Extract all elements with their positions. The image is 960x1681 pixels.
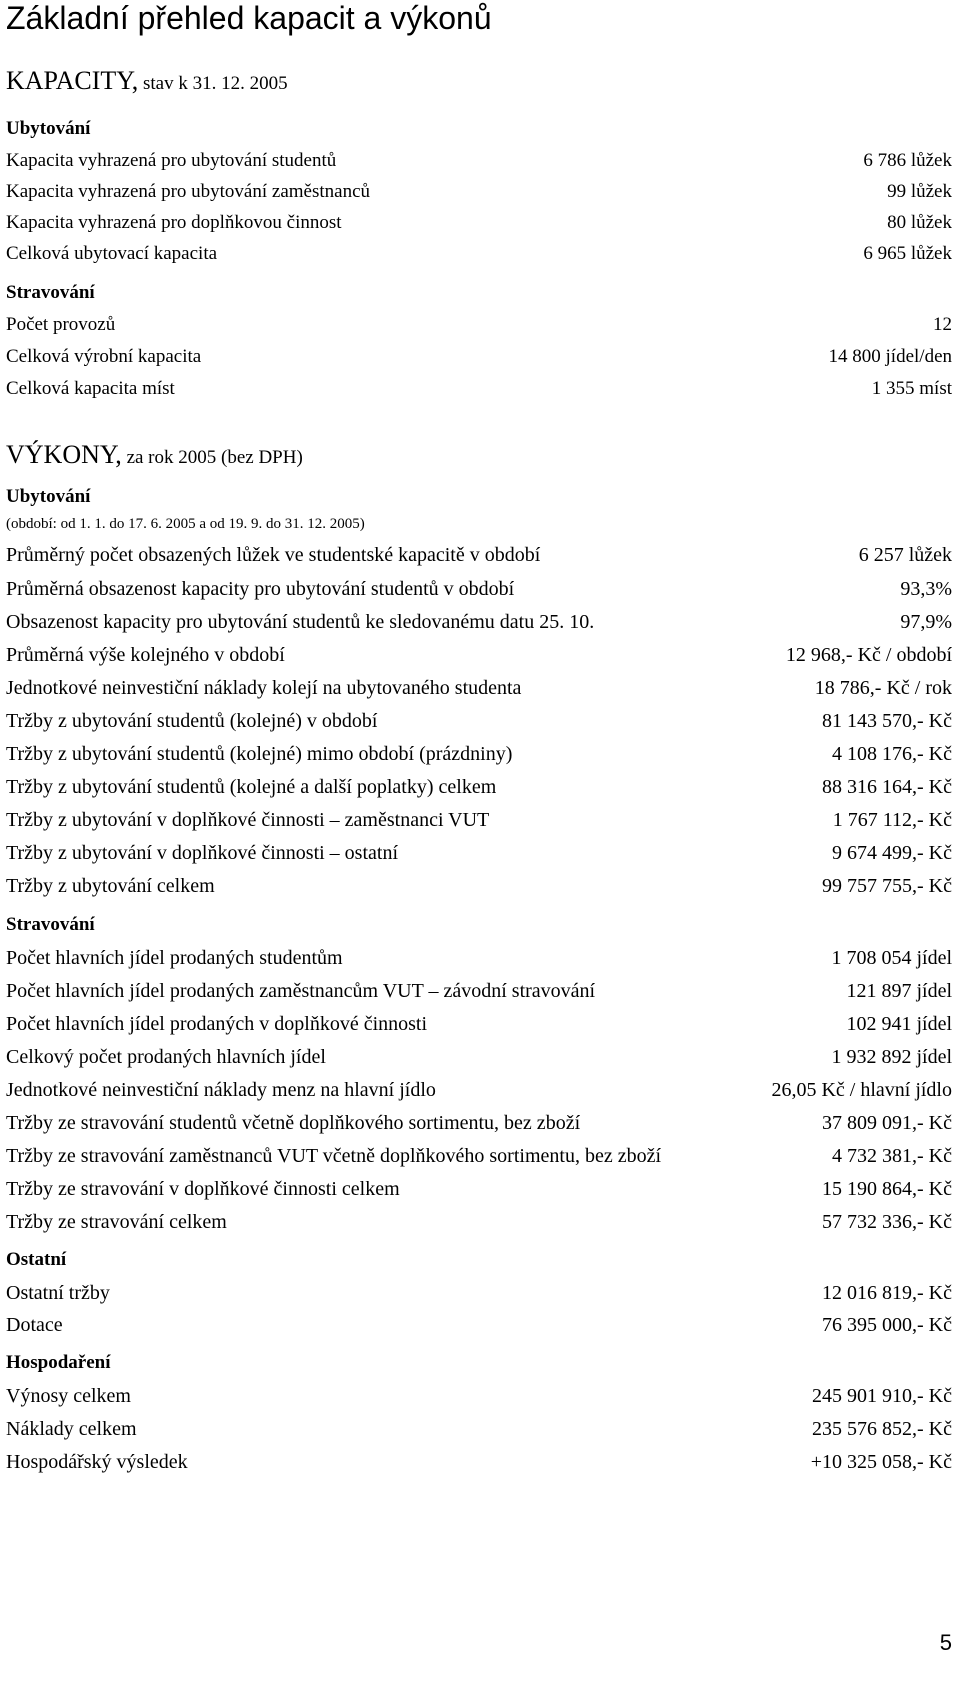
row-label: Počet hlavních jídel prodaných v doplňkové činnosti [6, 1013, 428, 1035]
table-row [6, 212, 952, 234]
row-value: 12 016 819,- Kč [822, 1282, 952, 1304]
vykony-ostatni-heading: Ostatní [6, 1249, 67, 1270]
table-row [6, 1013, 952, 1036]
row-label: Průměrná výše kolejného v období [6, 644, 285, 666]
row-value: 12 968,- Kč / období [785, 644, 952, 666]
row-label: Počet hlavních jídel prodaných zaměstnancům VUT – závodní stravování [6, 980, 596, 1002]
row-label: Kapacita vyhrazená pro ubytování zaměstnanců [6, 181, 371, 202]
row-value: 12 [933, 314, 952, 335]
row-label: Tržby ze stravování studentů včetně doplňkového sortimentu, bez zboží [6, 1112, 581, 1134]
row-value: 81 143 570,- Kč [822, 710, 952, 732]
table-row [6, 1145, 952, 1168]
table-row [6, 578, 952, 601]
kapacity-stravovani-heading: Stravování [6, 282, 95, 303]
table-row [6, 1418, 952, 1441]
vykony-ubytovani-heading: Ubytování [6, 486, 91, 507]
row-value: 18 786,- Kč / rok [814, 677, 952, 699]
row-value: 9 674 499,- Kč [832, 842, 952, 864]
table-row [6, 1314, 952, 1337]
table-row [6, 743, 952, 766]
row-label: Průměrný počet obsazených lůžek ve studentské kapacitě v období [6, 544, 541, 566]
table-row [6, 544, 952, 567]
table-row [6, 980, 952, 1003]
row-label: Celková ubytovací kapacita [6, 243, 218, 264]
row-label: Tržby z ubytování celkem [6, 875, 215, 897]
row-value: +10 325 058,- Kč [810, 1451, 952, 1473]
table-row [6, 842, 952, 865]
kapacity-title: KAPACITY, stav k 31. 12. 2005 [6, 66, 288, 95]
table-row [6, 644, 952, 667]
row-label: Kapacita vyhrazená pro doplňkovou činnost [6, 212, 342, 233]
vykony-hospodareni-heading: Hospodaření [6, 1352, 111, 1373]
row-label: Hospodářský výsledek [6, 1451, 188, 1473]
kapacity-ubytovani-heading: Ubytování [6, 118, 91, 139]
table-row [6, 181, 952, 203]
row-value: 93,3% [900, 578, 952, 600]
row-value: 15 190 864,- Kč [822, 1178, 952, 1200]
row-value: 1 767 112,- Kč [832, 809, 952, 831]
row-label: Obsazenost kapacity pro ubytování studentů ke sledovanému datu 25. 10. [6, 611, 595, 633]
row-value: 97,9% [900, 611, 952, 633]
row-value: 99 757 755,- Kč [822, 875, 952, 897]
table-row [6, 677, 952, 700]
row-label: Tržby z ubytování studentů (kolejné) v období [6, 710, 378, 732]
row-label: Počet hlavních jídel prodaných studentům [6, 947, 343, 969]
row-label: Jednotkové neinvestiční náklady kolejí na ubytovaného studenta [6, 677, 522, 699]
period-note: (období: od 1. 1. do 17. 6. 2005 a od 19. 9. do 31. 12. 2005) [6, 516, 365, 532]
row-value: 76 395 000,- Kč [822, 1314, 952, 1336]
row-value: 102 941 jídel [846, 1013, 952, 1035]
row-label: Kapacita vyhrazená pro ubytování studentů [6, 150, 337, 171]
row-value: 1 708 054 jídel [831, 947, 952, 969]
table-row [6, 1046, 952, 1069]
row-label: Tržby ze stravování v doplňkové činnosti celkem [6, 1178, 400, 1200]
row-label: Celková výrobní kapacita [6, 346, 202, 367]
table-row [6, 947, 952, 970]
table-row [6, 150, 952, 172]
table-row [6, 1079, 952, 1102]
row-value: 6 965 lůžek [863, 243, 952, 264]
row-label: Tržby z ubytování v doplňkové činnosti – zaměstnanci VUT [6, 809, 490, 831]
table-row [6, 243, 952, 265]
table-row [6, 314, 952, 336]
row-value: 1 932 892 jídel [831, 1046, 952, 1068]
table-row [6, 1211, 952, 1234]
row-value: 6 786 lůžek [863, 150, 952, 171]
table-row [6, 1282, 952, 1305]
table-row [6, 1385, 952, 1408]
table-row [6, 776, 952, 799]
vykony-title: VÝKONY, za rok 2005 (bez DPH) [6, 440, 303, 469]
row-value: 14 800 jídel/den [828, 346, 952, 367]
row-value: 37 809 091,- Kč [822, 1112, 952, 1134]
row-value: 4 732 381,- Kč [832, 1145, 952, 1167]
row-label: Ostatní tržby [6, 1282, 110, 1304]
row-label: Náklady celkem [6, 1418, 137, 1440]
row-value: 80 lůžek [887, 212, 952, 233]
row-label: Výnosy celkem [6, 1385, 131, 1407]
row-label: Tržby z ubytování studentů (kolejné a další poplatky) celkem [6, 776, 497, 798]
row-value: 245 901 910,- Kč [812, 1385, 952, 1407]
row-value: 121 897 jídel [846, 980, 952, 1002]
row-label: Celkový počet prodaných hlavních jídel [6, 1046, 326, 1068]
table-row [6, 1178, 952, 1201]
table-row [6, 1451, 952, 1474]
table-row [6, 1112, 952, 1135]
row-label: Tržby ze stravování zaměstnanců VUT včetně doplňkového sortimentu, bez zboží [6, 1145, 662, 1167]
page-title: Základní přehled kapacit a výkonů [6, 0, 492, 36]
table-row [6, 378, 952, 400]
table-row [6, 710, 952, 733]
row-value: 235 576 852,- Kč [812, 1418, 952, 1440]
row-label: Tržby z ubytování v doplňkové činnosti – ostatní [6, 842, 399, 864]
row-label: Celková kapacita míst [6, 378, 175, 399]
row-value: 88 316 164,- Kč [822, 776, 952, 798]
table-row [6, 611, 952, 634]
row-value: 4 108 176,- Kč [832, 743, 952, 765]
row-value: 26,05 Kč / hlavní jídlo [771, 1079, 952, 1101]
row-value: 1 355 míst [871, 378, 952, 399]
row-value: 57 732 336,- Kč [822, 1211, 952, 1233]
table-row [6, 809, 952, 832]
row-label: Dotace [6, 1314, 63, 1336]
row-value: 6 257 lůžek [858, 544, 952, 566]
row-value: 99 lůžek [887, 181, 952, 202]
table-row [6, 346, 952, 368]
row-label: Jednotkové neinvestiční náklady menz na hlavní jídlo [6, 1079, 436, 1101]
row-label: Počet provozů [6, 314, 116, 335]
row-label: Tržby z ubytování studentů (kolejné) mimo období (prázdniny) [6, 743, 513, 765]
row-label: Tržby ze stravování celkem [6, 1211, 227, 1233]
page-number: 5 [939, 1630, 952, 1655]
vykony-stravovani-heading: Stravování [6, 914, 95, 935]
table-row [6, 875, 952, 898]
row-label: Průměrná obsazenost kapacity pro ubytování studentů v období [6, 578, 515, 600]
